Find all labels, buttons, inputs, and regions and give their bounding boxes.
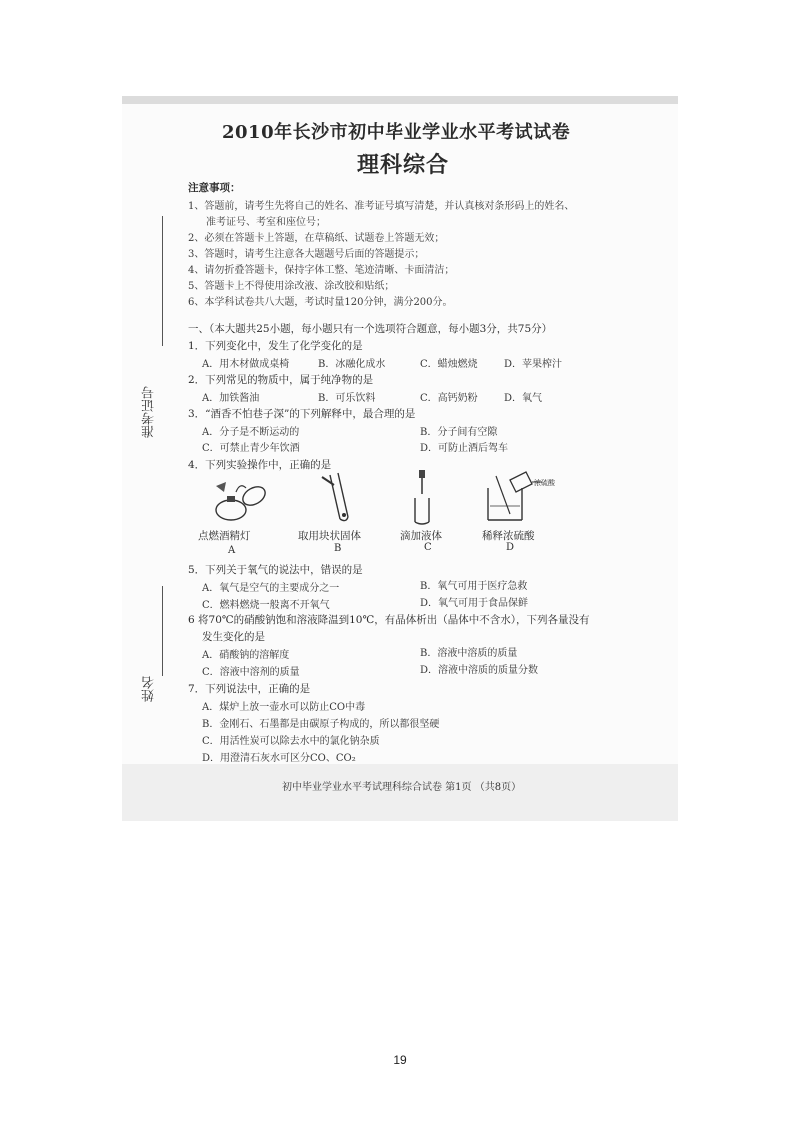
exam-title: 2010年长沙市初中毕业学业水平考试试卷 (222, 122, 571, 143)
question-5-stem: 5．下列关于氧气的说法中，错误的是 (188, 564, 363, 576)
option: C．高钙奶粉 (420, 393, 478, 404)
figure-letter: B (334, 543, 342, 554)
question-1-stem: 1．下列变化中，发生了化学变化的是 (188, 340, 363, 352)
note-item: 1、答题前，请考生先将自己的姓名、准考证号填写清楚，并认真核对条形码上的姓名、 (188, 201, 575, 212)
option: C．蜡烛燃烧 (420, 359, 478, 370)
figure-caption: 点燃酒精灯 (198, 530, 251, 542)
question-2-stem: 2．下列常见的物质中，属于纯净物的是 (188, 374, 374, 386)
name-line (162, 586, 163, 676)
option: A．煤炉上放一壶水可以防止CO中毒 (202, 702, 366, 713)
option: B．氧气可用于医疗急救 (420, 581, 528, 592)
option: B．溶液中溶质的质量 (420, 648, 518, 659)
option: B．金刚石、石墨都是由碳原子构成的，所以都很坚硬 (202, 719, 440, 730)
test-tube-solid-icon (318, 471, 358, 526)
question-6-stem-cont: 发生变化的是 (202, 631, 265, 643)
option: B．可乐饮料 (318, 393, 376, 404)
question-7-stem: 7．下列说法中，正确的是 (188, 683, 311, 695)
notes-heading: 注意事项： (188, 182, 241, 194)
note-item: 准考证号、考室和座位号； (206, 217, 326, 228)
option: B．冰融化成水 (318, 359, 386, 370)
page-number: 19 (393, 1053, 407, 1067)
figure-letter: A (228, 545, 236, 556)
option: D．溶液中溶质的质量分数 (420, 665, 539, 676)
option: C．用活性炭可以除去水中的氯化钠杂质 (202, 736, 380, 747)
option: A．氧气是空气的主要成分之一 (202, 583, 340, 594)
option: D．可防止酒后驾车 (420, 443, 509, 454)
dropper-icon (407, 468, 443, 526)
exam-footer: 初中毕业学业水平考试理科综合试卷 第1页 （共8页） (282, 782, 522, 793)
section-heading: 一、（本大题共25小题，每小题只有一个选项符合题意，每小题3分，共75分） (188, 323, 553, 335)
scanned-exam-page (122, 96, 678, 821)
option: A．分子是不断运动的 (202, 427, 300, 438)
note-item: 4、请勿折叠答题卡，保持字体工整、笔迹清晰、卡面清洁； (188, 265, 455, 276)
option: D．苹果榨汁 (504, 359, 563, 370)
scan-top-edge (122, 96, 678, 104)
exam-no-label: 准考证号 (142, 386, 157, 438)
alcohol-lamp-icon (206, 474, 276, 524)
question-6-stem: 6 将70℃的硝酸钠饱和溶液降温到10℃，有晶体析出（晶体中不含水），下列各量没有 (188, 614, 590, 626)
option: B．分子间有空隙 (420, 427, 498, 438)
option: D．氧气 (504, 393, 543, 404)
figure-label: 浓硫酸 (534, 479, 555, 487)
option: C．可禁止青少年饮酒 (202, 443, 300, 454)
note-item: 2、必须在答题卡上答题，在草稿纸、试题卷上答题无效； (188, 233, 445, 244)
name-label: 姓名 (142, 676, 157, 702)
option: C．燃料燃烧一般离不开氧气 (202, 600, 330, 611)
figure-letter: D (506, 542, 515, 553)
exam-subtitle: 理科综合 (357, 152, 450, 178)
question-4-stem: 4．下列实验操作中，正确的是 (188, 459, 332, 471)
question-3-stem: 3．“酒香不怕巷子深”的下列解释中，最合理的是 (188, 408, 416, 420)
figure-letter: C (424, 542, 432, 553)
option: A．加铁酱油 (202, 393, 260, 404)
option: D．氧气可用于食品保鲜 (420, 598, 529, 609)
option: A．用木材做成桌椅 (202, 359, 290, 370)
exam-no-line (162, 216, 163, 346)
note-item: 3、答题时，请考生注意各大题题号后面的答题提示； (188, 249, 425, 260)
figure-caption: 稀释浓硫酸 (482, 530, 535, 542)
figure-caption: 取用块状固体 (298, 530, 361, 542)
option: D．用澄清石灰水可区分CO、CO₂ (202, 753, 356, 764)
figure-caption: 滴加液体 (400, 530, 442, 542)
option: C．溶液中溶剂的质量 (202, 667, 300, 678)
note-item: 5、答题卡上不得使用涂改液、涂改胶和贴纸； (188, 281, 395, 292)
option: A．硝酸钠的溶解度 (202, 650, 290, 661)
note-item: 6、本学科试卷共八大题，考试时量120分钟，满分200分。 (188, 297, 453, 308)
